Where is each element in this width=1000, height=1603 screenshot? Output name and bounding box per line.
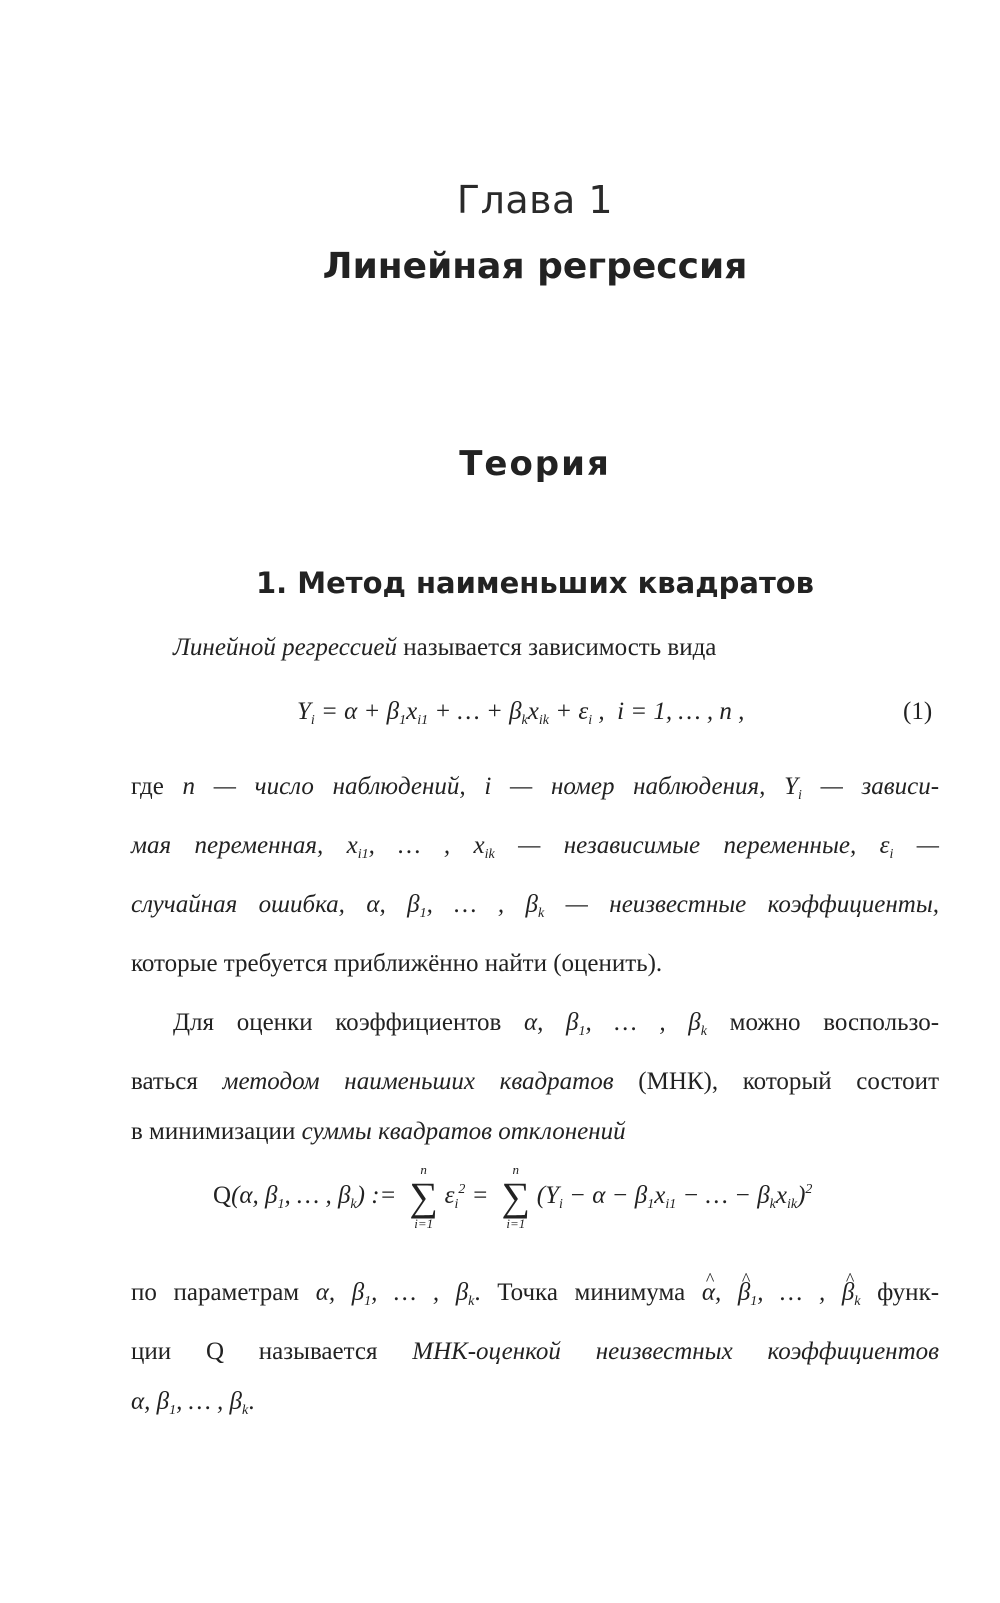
equation-objective: Q(α, $\beta_1$, … , $\beta_k$) := n ∑ i=1 $\varepsilon_i^2$ = n ∑ i=1 ($Y_i - \alpha - \beta_1x_{i1}$ − … − $\beta_kx_{ik})^2$ xyxy=(213,1162,813,1232)
paragraph-ols: Для оценки коэффициентов α, $\beta_1$, … , $\beta_k$ можно воспользо- ваться методом наименьших квадратов (МНК), который состоит в минимизации суммы квадратов отклонений xyxy=(131,1009,940,1145)
desc-eps: — xyxy=(916,832,939,859)
chapter-number: Глава 1 xyxy=(456,178,614,222)
ols-text-a: Для оценки коэффициентов xyxy=(173,1009,502,1036)
est-text-d: ции Q называется xyxy=(131,1338,378,1365)
est-text-c: функ- xyxy=(877,1279,940,1306)
desc-coef: — неизвестные коэффициенты, xyxy=(565,891,940,918)
ols-term: методом наименьших квадратов xyxy=(222,1068,614,1095)
section-title: 1. Метод наименьших квадратов xyxy=(255,566,815,600)
est-text-b: . Точка минимума xyxy=(474,1279,686,1306)
paragraph-text: называется зависимость вида xyxy=(403,634,717,661)
word-where: где xyxy=(131,773,164,800)
ols-text-b: можно воспользо- xyxy=(729,1009,940,1036)
desc-x: — независимые переменные, xyxy=(518,832,857,859)
term-linear-regression: Линейной регрессией xyxy=(173,634,397,661)
desc-y-cont: мая переменная, xyxy=(131,832,324,859)
part-title: Теория xyxy=(459,444,611,484)
ols-text-e: (МНК), который состоит xyxy=(638,1068,939,1095)
desc-eps-cont: случайная ошибка, xyxy=(131,891,345,918)
est-term: МНК-оценкой неизвестных коэффициентов xyxy=(412,1338,939,1365)
ols-text-c: ваться xyxy=(131,1068,198,1095)
paragraph-definition xyxy=(131,623,939,673)
est-text-a: по параметрам xyxy=(131,1279,300,1306)
sum-symbol: n ∑ i=1 xyxy=(409,1162,438,1232)
equation-number: (1) xyxy=(903,698,933,725)
sum-symbol: n ∑ i=1 xyxy=(501,1162,531,1232)
desc-n: — число наблюдений, xyxy=(213,773,466,800)
paragraph-variables: где n — число наблюдений, i — номер наблюдения, $Y_i$ — зависи- мая переменная, $x_{i1}$, … , $x_{ik}$ — независимые переменные, $\varepsilon_i$ — случайная ошибка, α, $\beta_1$, … , $\beta_k$ — неизвестные коэффициенты, которые требуется приближённо найти (оценить). xyxy=(131,773,940,977)
paragraph-estimate: по параметрам α, $\beta_1$, … , $\beta_k$. Точка минимума ^ α, ^ $\beta_1$, … , ^ $\beta_k$ функ- ции Q называется МНК-оценкой неизвестных коэффициентов α, $\beta_1$, … , $\beta_k$. xyxy=(131,1268,939,1436)
desc-y: — зависи- xyxy=(820,773,940,800)
est-text-f: . xyxy=(248,1388,255,1415)
ols-sum-term: суммы квадратов отклонений xyxy=(301,1118,626,1145)
ols-text-f: в минимизации xyxy=(131,1118,296,1145)
equation-regression: $Y_i = \alpha + \beta_1x_{i1}$ + … + $\beta_kx_{ik} + \varepsilon_i$ , i = 1, … , n , xyxy=(297,698,745,728)
chapter-title: Линейная регрессия xyxy=(322,246,748,287)
desc-i: — номер наблюдения, xyxy=(510,773,766,800)
desc-last: которые требуется приближённо найти (оценить). xyxy=(131,950,663,977)
